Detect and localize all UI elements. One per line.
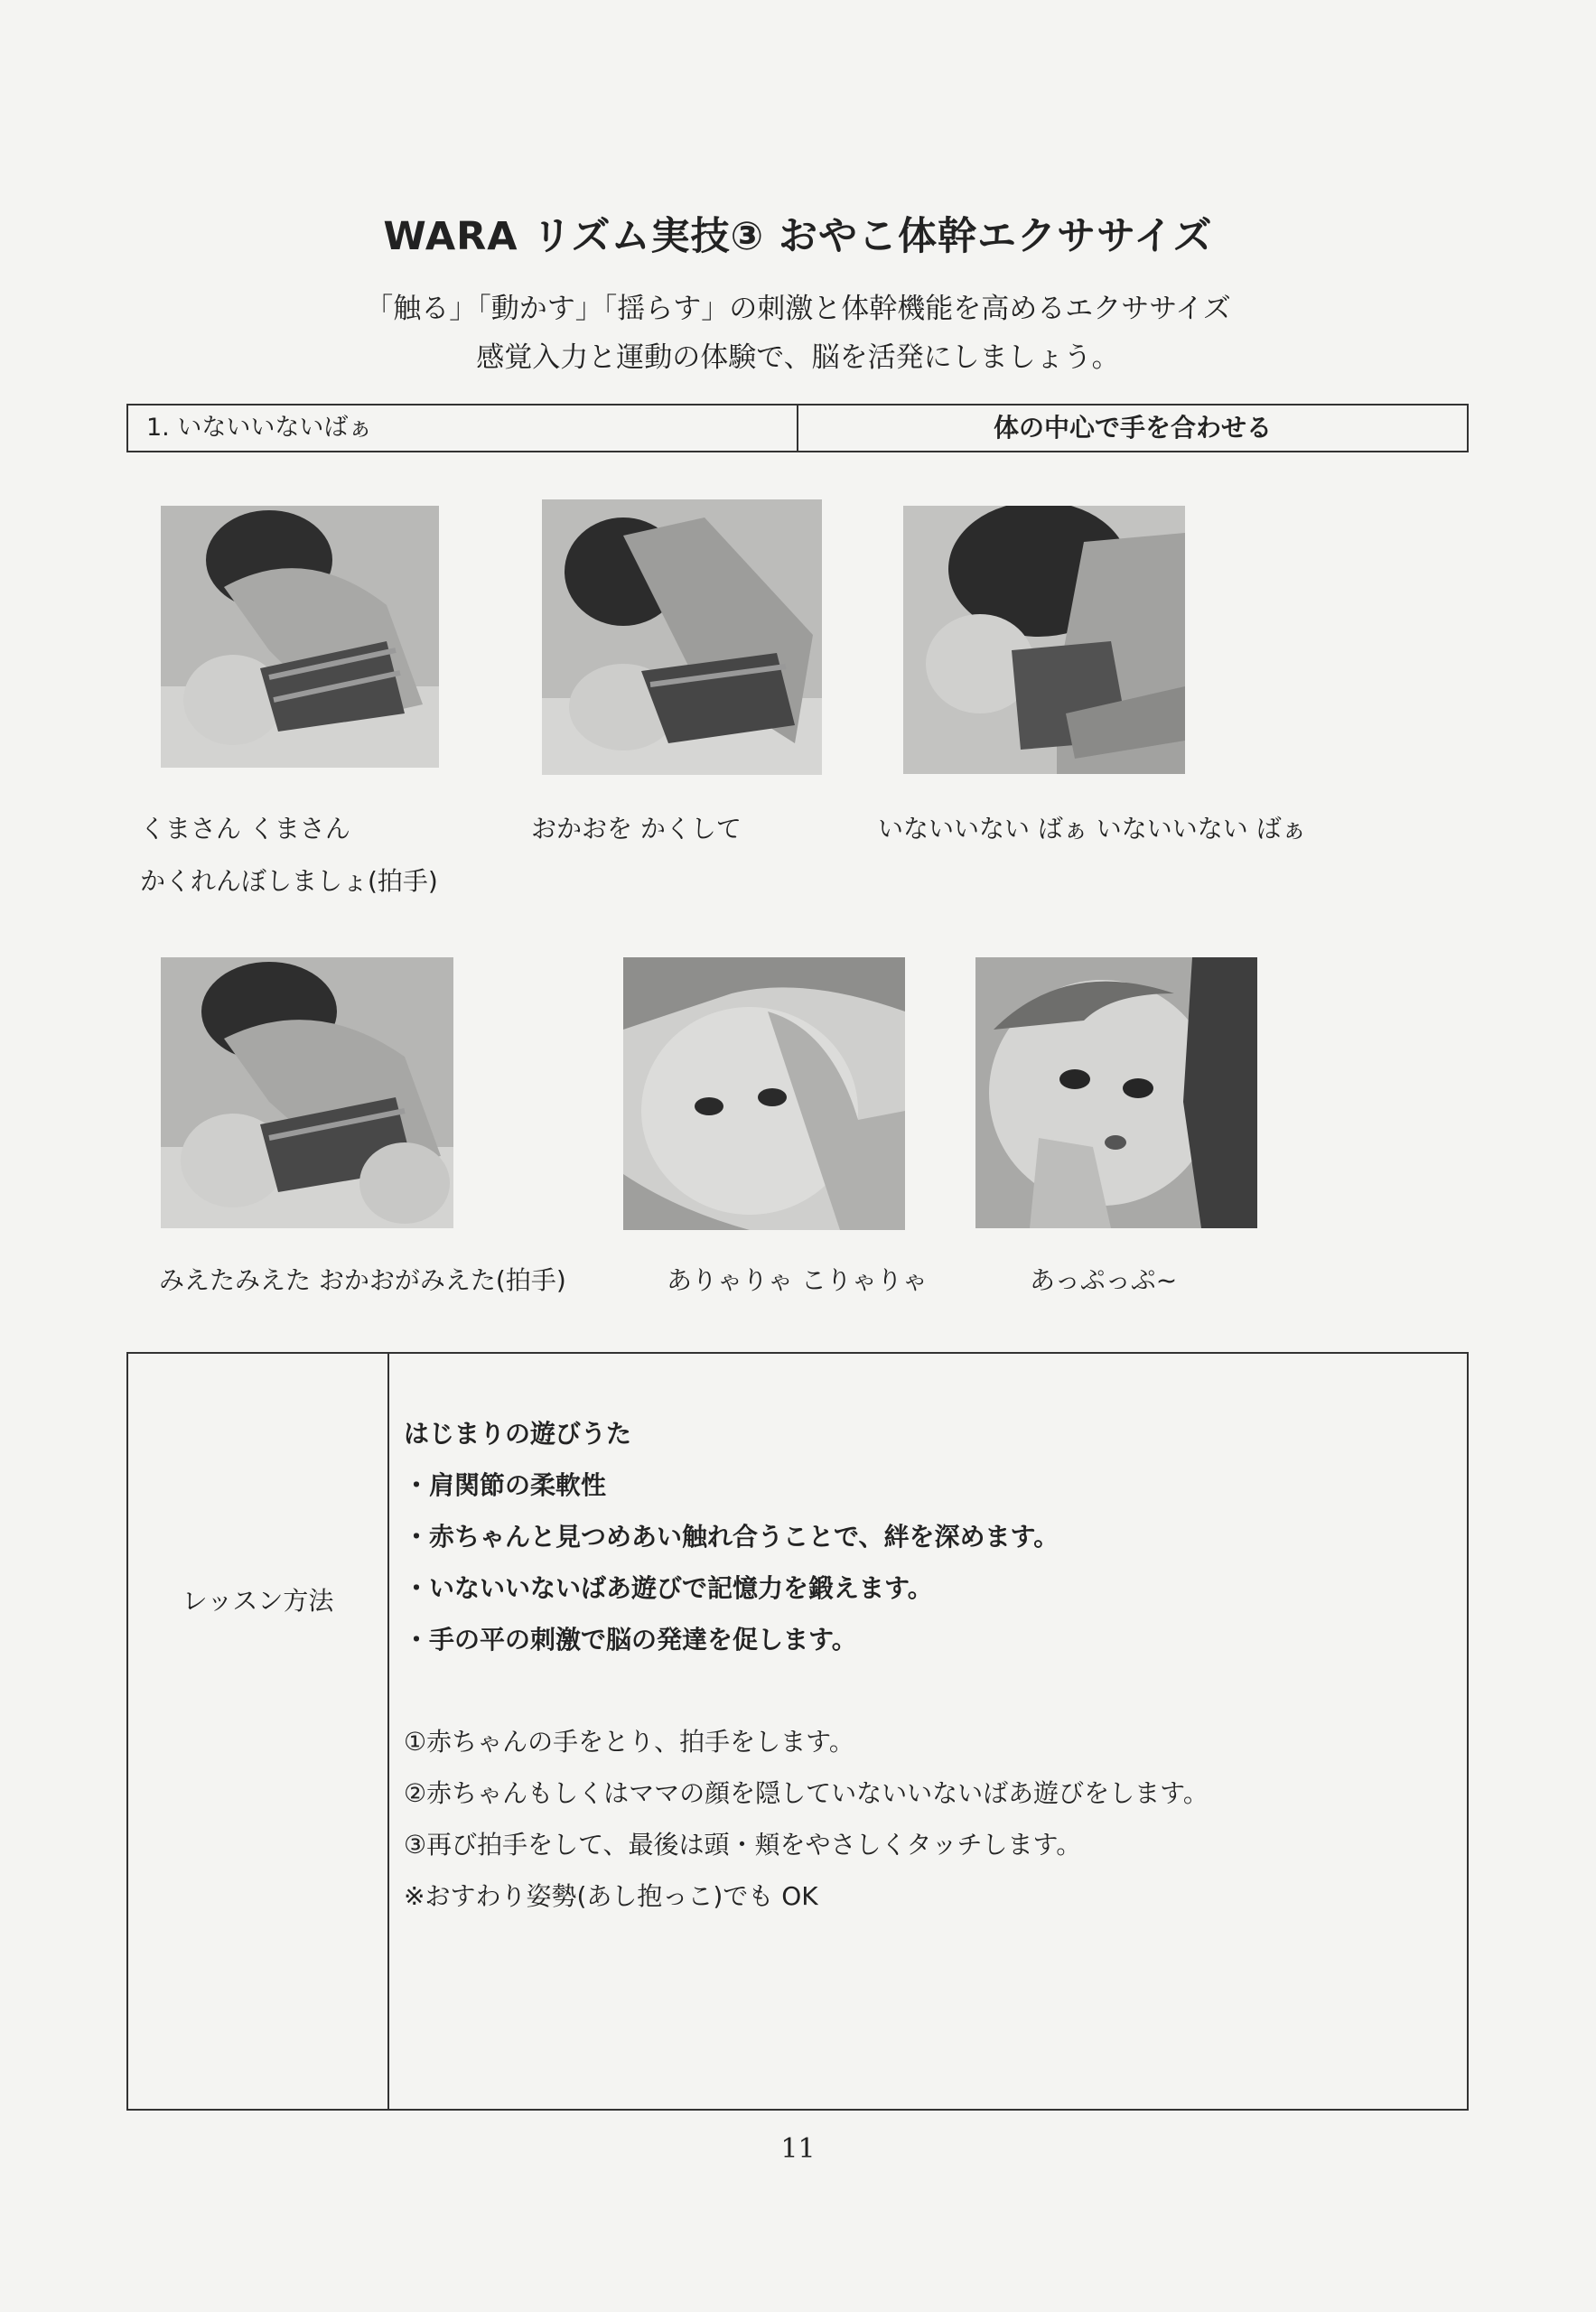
photo-inaiinai-baa bbox=[903, 506, 1185, 774]
lesson-body bbox=[404, 1408, 1442, 1922]
lesson-point: はじまりの遊びうた bbox=[404, 1419, 632, 1449]
photo-baby-face-arirari bbox=[623, 957, 905, 1230]
subtitle-line-2: 感覚入力と運動の体験で、脳を活発にしましょう。 bbox=[476, 341, 1120, 374]
photo-baby-face-appuppu bbox=[975, 957, 1257, 1228]
lesson-method-label: レッスン方法 bbox=[182, 1586, 334, 1616]
lesson-point: ・赤ちゃんと見つめあい触れ合うことで、絆を深めます。 bbox=[404, 1522, 1059, 1552]
caption-appuppu: あっぷっぷ~ bbox=[1030, 1265, 1178, 1295]
section-number-title: 1. いないいないばぁ bbox=[128, 406, 798, 451]
caption-mieta-mieta: みえたみえた おかおがみえた(拍手) bbox=[159, 1265, 566, 1295]
lesson-table bbox=[126, 1352, 1469, 2111]
subtitle-line-1: 「触る」「動かす」「揺らす」の刺激と体幹機能を高めるエクササイズ bbox=[365, 293, 1231, 325]
page-number: 11 bbox=[780, 2133, 816, 2165]
caption-arirari: ありゃりゃ こりゃりゃ bbox=[667, 1265, 928, 1295]
photo-kao-kakushite bbox=[542, 499, 822, 775]
page-title: WARA リズム実技③ おやこ体幹エクササイズ bbox=[383, 214, 1213, 259]
section-header-bar bbox=[126, 404, 1469, 452]
photo-kumasan bbox=[161, 506, 439, 768]
lesson-point: ・手の平の刺激で脳の発達を促します。 bbox=[404, 1625, 857, 1655]
caption-kumasan-line2: かくれんぼしましょ(拍手) bbox=[140, 866, 438, 896]
caption-kumasan-line1: くまさん くまさん bbox=[140, 814, 350, 844]
lesson-point: ・いないいないばあ遊びで記憶力を鍛えます。 bbox=[404, 1573, 933, 1603]
lesson-note: ※おすわり姿勢(あし抱っこ)でも OK bbox=[404, 1881, 818, 1911]
photo-mieta-mieta bbox=[161, 957, 453, 1228]
caption-inaiinai-baa: いないいない ばぁ いないいない ばぁ bbox=[878, 814, 1307, 844]
lesson-point: ・肩関節の柔軟性 bbox=[404, 1470, 607, 1500]
lesson-step: ②赤ちゃんもしくはママの顔を隠していないいないばあ遊びをします。 bbox=[404, 1778, 1209, 1808]
lesson-step: ③再び拍手をして、最後は頭・頬をやさしくタッチします。 bbox=[404, 1830, 1082, 1860]
lesson-step: ①赤ちゃんの手をとり、拍手をします。 bbox=[404, 1727, 854, 1757]
caption-kao-kakushite: おかおを かくして bbox=[531, 814, 742, 844]
table-divider bbox=[387, 1354, 389, 2109]
section-focus: 体の中心で手を合わせる bbox=[993, 413, 1272, 443]
